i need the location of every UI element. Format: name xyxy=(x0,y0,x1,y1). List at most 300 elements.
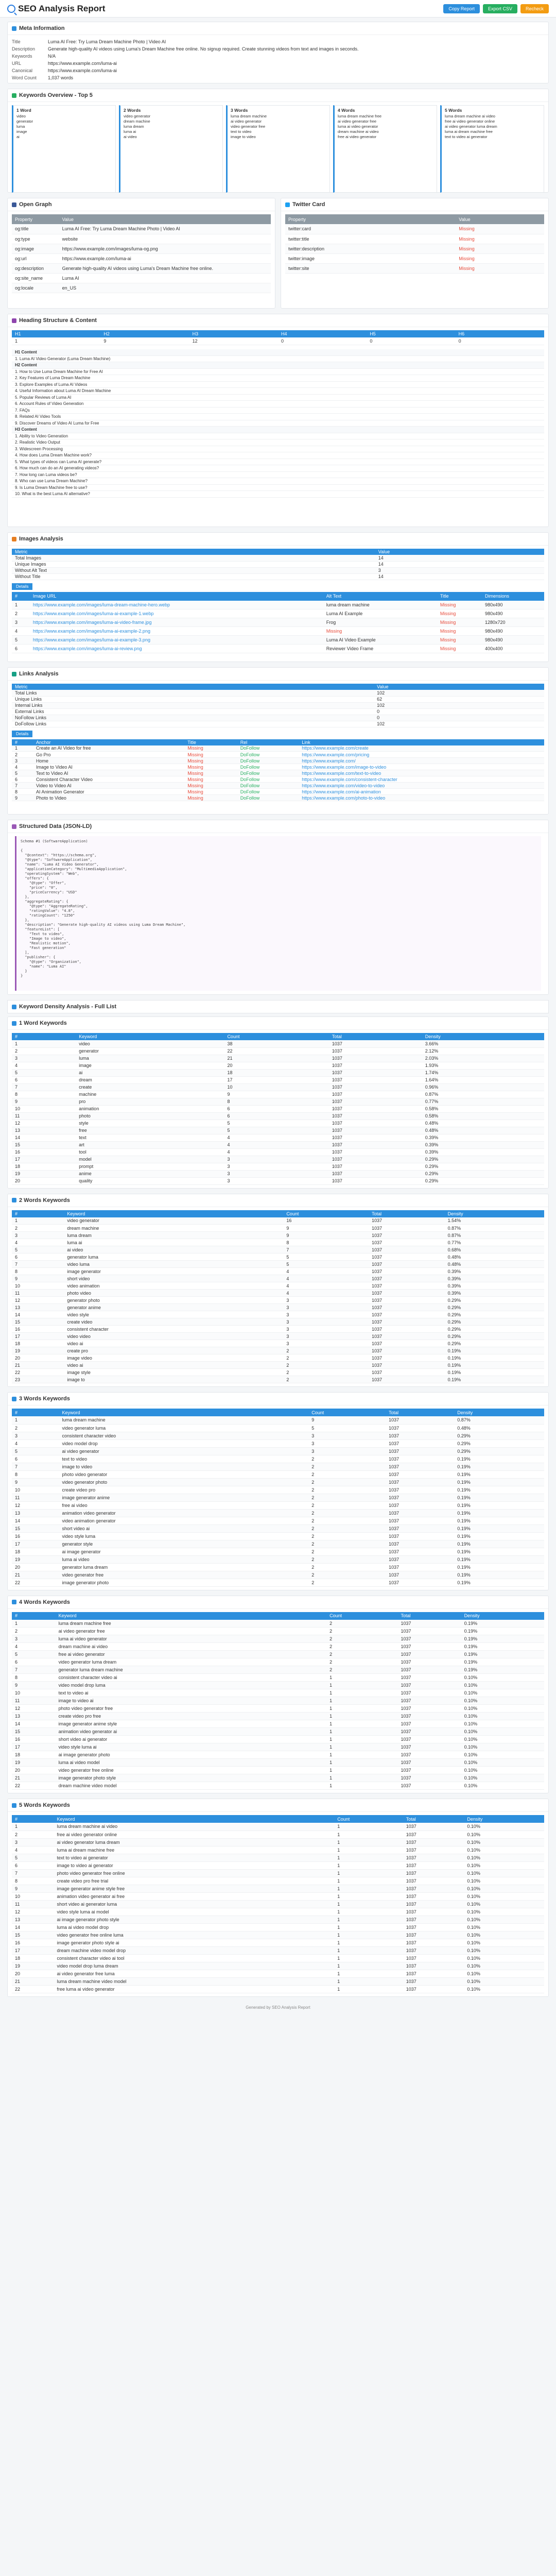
table-row xyxy=(12,1555,544,1563)
table-row xyxy=(12,1439,544,1447)
table-cell: Text to Video AI xyxy=(33,770,184,776)
table-cell: Generate high-quality AI videos using Luma's Dream Machine free online. xyxy=(59,263,271,273)
table-row xyxy=(12,770,544,776)
table-cell: video generator luma xyxy=(59,1424,309,1432)
table-row xyxy=(12,567,544,573)
keyword-group xyxy=(7,1596,549,1794)
table-row xyxy=(12,601,544,609)
json-ld-code: Schema #1 (SoftwareApplication) { "@context": "https://schema.org", "@type": "SoftwareApplication", "name": "Luma AI Video Generator", "applicationCategory": "MultimediaApplication", "operatingSystem": "Web", "offers": { "@type": "Offer", "price": "0", "priceCurrency": "USD" }, "aggregateRating": { "@type": "AggregateRating", "ratingValue": "4.8", "ratingCount": "1250" }, "description": "Generate high-quality AI videos using Luma Dream Machine", "featureList": [ "Text to video", "Image to video", "Realistic motion", "Fast generation" ], "publisher": { "@type": "Organization", "name": "Luma AI" } } xyxy=(15,836,541,991)
table-cell: 1 xyxy=(326,1674,397,1682)
table-cell: 1037 xyxy=(403,1970,464,1977)
table-cell: pro xyxy=(76,1098,224,1105)
table-row xyxy=(12,764,544,770)
link-cell[interactable]: https://www.example.com/images/luma-ai-video-frame.jpg xyxy=(30,618,323,627)
table-cell: 1037 xyxy=(369,1225,444,1232)
table-cell: 0.10% xyxy=(461,1674,544,1682)
table-row xyxy=(12,561,544,567)
table-cell: 7 xyxy=(12,1869,54,1877)
column-header: Count xyxy=(224,1033,328,1040)
table-cell: style xyxy=(76,1120,224,1127)
column-header: Count xyxy=(326,1612,397,1620)
copy-report-button[interactable]: Copy Report xyxy=(443,4,480,13)
table-cell: 3 xyxy=(12,1055,76,1062)
table-cell: External Links xyxy=(12,708,374,715)
table-cell: 1037 xyxy=(386,1532,454,1540)
table-row xyxy=(12,1069,544,1076)
table-cell: 9 xyxy=(12,1478,59,1486)
table-row xyxy=(12,1076,544,1083)
table-row xyxy=(12,1651,544,1658)
table-cell: video model drop luma dream xyxy=(54,1962,335,1970)
table-cell: 0.19% xyxy=(454,1548,544,1555)
link-cell[interactable]: https://www.example.com/pricing xyxy=(299,752,544,758)
table-cell: Reviewer Video Frame xyxy=(323,645,437,653)
table-cell: 1037 xyxy=(386,1463,454,1470)
table-cell: 2 xyxy=(283,1376,369,1383)
table-cell: 0.10% xyxy=(461,1743,544,1751)
table-cell: 1037 xyxy=(369,1347,444,1354)
table-row xyxy=(12,1908,544,1916)
table-cell: 19 xyxy=(12,1962,54,1970)
table-cell: Unique Images xyxy=(12,561,375,567)
table-cell: 0.29% xyxy=(445,1340,544,1347)
table-row xyxy=(285,263,544,273)
table-cell: 12 xyxy=(12,1501,59,1509)
table-cell: photo video generator free online xyxy=(54,1869,335,1877)
table-cell: 1037 xyxy=(398,1635,461,1643)
table-cell: 9 xyxy=(283,1232,369,1239)
table-cell: 1 xyxy=(334,1885,403,1892)
table-cell: 0.10% xyxy=(464,1846,544,1854)
heading-item: 1. Ability to Video Generation xyxy=(12,433,544,440)
table-cell: 2 xyxy=(308,1563,386,1571)
table-cell: og:locale xyxy=(12,283,59,293)
overview-keyword: ai xyxy=(16,134,20,139)
meta-value: https://www.example.com/luma-ai xyxy=(48,61,117,66)
table-cell: Luma AI xyxy=(59,273,271,283)
column-header: Image URL xyxy=(30,592,323,601)
table-cell: 1037 xyxy=(398,1720,461,1728)
table-cell: tool xyxy=(76,1148,224,1156)
table-cell: 0.19% xyxy=(454,1455,544,1463)
heading-group-label: H2 Content xyxy=(12,362,544,369)
link-cell[interactable]: https://www.example.com/create xyxy=(299,745,544,752)
column-header: Alt Text xyxy=(323,592,437,601)
meta-row xyxy=(12,45,544,53)
table-cell: 1037 xyxy=(403,1923,464,1931)
table-cell: luma ai dream machine free xyxy=(54,1846,335,1854)
table-cell: 1037 xyxy=(403,1916,464,1923)
table-row xyxy=(12,645,544,653)
table-cell: ai image generator photo style xyxy=(54,1916,335,1923)
table-cell: 2 xyxy=(308,1540,386,1548)
table-cell: 4 xyxy=(224,1148,328,1156)
table-cell: 3 xyxy=(308,1432,386,1439)
table-cell: https://www.example.com/luma-ai xyxy=(59,253,271,263)
table-row xyxy=(12,752,544,758)
table-row xyxy=(12,721,544,727)
table-cell: 0.10% xyxy=(464,1985,544,1993)
table-cell: 0.29% xyxy=(422,1156,544,1163)
table-cell: 2 xyxy=(326,1635,397,1643)
table-cell: 6 xyxy=(12,1253,64,1261)
table-cell: 0.10% xyxy=(461,1720,544,1728)
table-cell: 0.19% xyxy=(461,1635,544,1643)
table-cell: 5 xyxy=(224,1120,328,1127)
table-cell: 1037 xyxy=(369,1239,444,1246)
link-cell[interactable]: https://www.example.com/photo-to-video xyxy=(299,795,544,801)
table-cell: 1037 xyxy=(403,1838,464,1846)
column-header: Density xyxy=(461,1612,544,1620)
table-row xyxy=(285,234,544,244)
table-row xyxy=(12,1134,544,1141)
link-cell[interactable]: https://www.example.com/consistent-character xyxy=(299,776,544,783)
table-cell: 8 xyxy=(12,1091,76,1098)
table-cell: 17 xyxy=(12,1540,59,1548)
overview-keyword: generator xyxy=(16,119,33,124)
list-icon xyxy=(12,1021,16,1026)
table-cell: Go Pro xyxy=(33,752,184,758)
heading-item: 10. What is the best Luma AI alternative? xyxy=(12,491,544,498)
column-header: # xyxy=(12,1033,76,1040)
link-cell[interactable]: https://www.example.com/images/luma-ai-example-2.png xyxy=(30,627,323,636)
table-cell: 1 xyxy=(334,1892,403,1900)
meta-row xyxy=(12,67,544,74)
table-cell: 0.39% xyxy=(445,1275,544,1282)
details-toggle[interactable]: Details xyxy=(12,731,32,737)
table-cell: 16 xyxy=(12,1939,54,1946)
table-cell: video model drop xyxy=(59,1439,309,1447)
table-row xyxy=(12,1098,544,1105)
table-cell: 0.39% xyxy=(422,1141,544,1148)
table-cell: luma dream machine free xyxy=(56,1620,327,1628)
table-row xyxy=(12,1040,544,1047)
table-cell: create video pro free trial xyxy=(54,1877,335,1885)
heading-item: 9. Discover Dreams of Video AI Luma for Free xyxy=(12,420,544,427)
table-cell: 1 xyxy=(334,1846,403,1854)
overview-keyword: ai video xyxy=(124,134,137,139)
table-cell: 0.48% xyxy=(445,1253,544,1261)
table-cell: 3.66% xyxy=(422,1040,544,1047)
table-row xyxy=(12,1447,544,1455)
link-cell[interactable]: https://www.example.com/ai-animation xyxy=(299,789,544,795)
overview-keyword: dream machine xyxy=(124,119,150,124)
table-cell: 1 xyxy=(334,1939,403,1946)
table-cell: Missing xyxy=(437,609,482,618)
table-cell: 1037 xyxy=(403,1931,464,1939)
overview-keyword: luma dream machine ai video xyxy=(445,114,495,118)
table-row xyxy=(285,224,544,234)
column-header: Density xyxy=(445,1210,544,1217)
table-cell: image video xyxy=(64,1354,283,1362)
table-cell: 0.19% xyxy=(454,1540,544,1548)
table-cell: 1037 xyxy=(329,1127,422,1134)
table-cell: luma ai video model drop xyxy=(54,1923,335,1931)
table-cell: 5 xyxy=(12,636,30,645)
table-cell: DoFollow xyxy=(237,764,299,770)
table-cell: 4 xyxy=(283,1268,369,1275)
table-row xyxy=(12,1170,544,1177)
keyword-group-title: 1 Word Keywords xyxy=(19,1020,67,1026)
table-cell: luma dream machine video model xyxy=(54,1977,335,1985)
table-cell: dream machine video model xyxy=(56,1782,327,1790)
heading-item: 1. How to Use Luma Dream Machine for Free AI xyxy=(12,369,544,376)
table-row xyxy=(12,1977,544,1985)
table-cell: 16 xyxy=(12,1326,64,1333)
search-icon xyxy=(7,5,15,13)
table-cell: Missing xyxy=(184,789,237,795)
table-cell: 1037 xyxy=(386,1517,454,1524)
link-cell[interactable]: https://www.example.com/images/luma-ai-example-1.webp xyxy=(30,609,323,618)
table-cell: ai video generator free xyxy=(56,1628,327,1635)
overview-keyword: text to video ai generator xyxy=(445,134,488,139)
column-header: # xyxy=(12,592,30,601)
table-cell: luma dream machine xyxy=(59,1416,309,1424)
heading-level: H3 xyxy=(192,331,199,336)
table-cell: video generator free online luma xyxy=(54,1931,335,1939)
table-cell: DoFollow xyxy=(237,789,299,795)
table-cell: 2 xyxy=(308,1486,386,1494)
table-cell: 0 xyxy=(374,715,544,721)
link-cell[interactable]: https://www.example.com/ xyxy=(299,758,544,764)
table-cell: video generator free xyxy=(59,1571,309,1579)
table-cell: 1 xyxy=(334,1962,403,1970)
heading-item: 3. Widescreen Processing xyxy=(12,446,544,453)
table-cell: 3 xyxy=(283,1304,369,1311)
heading-item: 7. How long can Luma videos be? xyxy=(12,472,544,479)
table-cell: 10 xyxy=(12,1689,56,1697)
table-cell: 1 xyxy=(326,1759,397,1767)
table-cell: video style luma xyxy=(59,1532,309,1540)
link-cell[interactable]: https://www.example.com/video-to-video xyxy=(299,783,544,789)
table-cell: Photo to Video xyxy=(33,795,184,801)
table-row xyxy=(12,1877,544,1885)
table-cell: 1 xyxy=(326,1736,397,1743)
table-cell: text to video ai generator xyxy=(54,1854,335,1861)
table-row xyxy=(12,1892,544,1900)
table-cell: 13 xyxy=(12,1916,54,1923)
table-cell: anime xyxy=(76,1170,224,1177)
meta-key: Description xyxy=(12,46,36,52)
table-row xyxy=(12,1091,544,1098)
table-cell: 980x490 xyxy=(482,609,544,618)
table-cell: 1037 xyxy=(369,1376,444,1383)
table-cell: 2 xyxy=(308,1548,386,1555)
table-cell: twitter:site xyxy=(285,263,456,273)
table-row xyxy=(12,1743,544,1751)
table-cell: 3 xyxy=(224,1156,328,1163)
export-button[interactable]: Export CSV xyxy=(483,4,517,13)
table-cell: 21 xyxy=(12,1571,59,1579)
table-cell: 10 xyxy=(12,1282,64,1290)
table-row xyxy=(12,1432,544,1439)
recheck-button[interactable]: Recheck xyxy=(520,4,549,13)
table-cell: image generator xyxy=(64,1268,283,1275)
table-cell: 9 xyxy=(12,1098,76,1105)
info-icon xyxy=(12,26,16,31)
table-cell: video animation generator xyxy=(59,1517,309,1524)
table-cell: 38 xyxy=(224,1040,328,1047)
meta-value: N/A xyxy=(48,54,56,59)
table-row xyxy=(12,1177,544,1184)
table-cell: photo video generator xyxy=(59,1470,309,1478)
table-cell: 0.19% xyxy=(445,1362,544,1369)
heading-item: 4. Useful Information about Luma AI Dream Machine xyxy=(12,388,544,395)
overview-keyword: video generator xyxy=(124,114,151,118)
table-row xyxy=(12,1163,544,1170)
table-row xyxy=(12,1713,544,1720)
table-row xyxy=(12,1148,544,1156)
table-cell: free luma ai video generator xyxy=(54,1985,335,1993)
table-cell: 2 xyxy=(326,1658,397,1666)
column-header: Count xyxy=(334,1815,403,1823)
table-cell: 980x490 xyxy=(482,636,544,645)
table-row xyxy=(12,1470,544,1478)
table-row xyxy=(12,1340,544,1347)
table-cell: 12 xyxy=(12,1120,76,1127)
table-cell: 1037 xyxy=(386,1548,454,1555)
table-row xyxy=(12,1548,544,1555)
table-cell: 3 xyxy=(224,1177,328,1184)
table-cell: image style xyxy=(64,1369,283,1376)
table-cell: 22 xyxy=(12,1782,56,1790)
table-cell: Missing xyxy=(323,627,437,636)
link-cell[interactable]: https://www.example.com/image-to-video xyxy=(299,764,544,770)
table-cell: Missing xyxy=(184,795,237,801)
table-row xyxy=(12,1861,544,1869)
list-icon xyxy=(12,1803,16,1808)
table-cell: dream machine video model drop xyxy=(54,1946,335,1954)
table-cell: DoFollow xyxy=(237,776,299,783)
overview-card xyxy=(119,105,223,193)
table-cell: 1037 xyxy=(369,1326,444,1333)
table-cell: Missing xyxy=(437,601,482,609)
table-cell: 1.54% xyxy=(445,1217,544,1225)
table-cell: 17 xyxy=(12,1156,76,1163)
table-cell: 1037 xyxy=(398,1728,461,1736)
column-header: # xyxy=(12,1815,54,1823)
table-cell: video animation xyxy=(64,1282,283,1290)
table-cell: image to video xyxy=(59,1463,309,1470)
table-cell: video generator photo xyxy=(59,1478,309,1486)
table-cell: 1037 xyxy=(403,1854,464,1861)
table-cell: 1037 xyxy=(386,1439,454,1447)
table-cell: 1037 xyxy=(403,1831,464,1838)
table-cell: 3 xyxy=(308,1447,386,1455)
link-cell[interactable]: https://www.example.com/text-to-video xyxy=(299,770,544,776)
table-cell: 1037 xyxy=(329,1076,422,1083)
table-cell: 0.87% xyxy=(445,1232,544,1239)
table-cell: 1037 xyxy=(386,1571,454,1579)
table-cell: Missing xyxy=(184,745,237,752)
table-row xyxy=(12,1369,544,1376)
heading-level: H4 xyxy=(281,331,287,336)
table-cell: quality xyxy=(76,1177,224,1184)
column-header: Keyword xyxy=(64,1210,283,1217)
table-cell: 0.10% xyxy=(464,1962,544,1970)
table-cell: 3 xyxy=(12,618,30,627)
table-row xyxy=(12,1062,544,1069)
table-cell: 1037 xyxy=(329,1148,422,1156)
table-cell: 15 xyxy=(12,1141,76,1148)
table-row xyxy=(12,1141,544,1148)
table-row xyxy=(12,1463,544,1470)
table-cell: 3 xyxy=(283,1318,369,1326)
table-cell: Missing xyxy=(437,618,482,627)
link-cell[interactable]: https://www.example.com/images/luma-dream-machine-hero.webp xyxy=(30,601,323,609)
table-cell: 2 xyxy=(283,1354,369,1362)
table-row xyxy=(12,1362,544,1369)
table-cell: 3 xyxy=(12,1432,59,1439)
table-cell: short video ai xyxy=(59,1524,309,1532)
table-cell: machine xyxy=(76,1091,224,1098)
table-row xyxy=(12,1970,544,1977)
table-cell: 1 xyxy=(326,1751,397,1759)
table-row xyxy=(12,1916,544,1923)
column-header: Dimensions xyxy=(482,592,544,601)
table-cell: 0.19% xyxy=(454,1494,544,1501)
heading-item: 8. Who can use Luma Dream Machine? xyxy=(12,478,544,485)
table-cell: Image to Video AI xyxy=(33,764,184,770)
table-cell: 1037 xyxy=(329,1062,422,1069)
table-cell: consistent character xyxy=(64,1326,283,1333)
table-cell: website xyxy=(59,234,271,244)
table-cell: create video xyxy=(64,1318,283,1326)
table-cell: ai image generator photo xyxy=(56,1751,327,1759)
table-cell: 2 xyxy=(308,1501,386,1509)
table-cell: 0.19% xyxy=(454,1463,544,1470)
table-cell: 0.10% xyxy=(461,1697,544,1705)
table-cell: generator luma dream xyxy=(59,1563,309,1571)
table-row xyxy=(12,1666,544,1674)
table-cell: 2 xyxy=(308,1463,386,1470)
table-cell: 1 xyxy=(334,1877,403,1885)
table-cell: 5 xyxy=(224,1127,328,1134)
table-cell: 0.58% xyxy=(422,1112,544,1120)
link-cell[interactable]: https://www.example.com/images/luma-ai-review.png xyxy=(30,645,323,653)
overview-keyword: free ai video generator xyxy=(338,134,377,139)
column-header: Count xyxy=(308,1409,386,1416)
table-cell: 2 xyxy=(12,1628,56,1635)
table-cell: 19 xyxy=(12,1759,56,1767)
list-icon xyxy=(12,1600,16,1604)
table-cell: 11 xyxy=(12,1494,59,1501)
link-cell[interactable]: https://www.example.com/images/luma-ai-example-3.png xyxy=(30,636,323,645)
table-cell: 5 xyxy=(283,1253,369,1261)
table-cell: 0.10% xyxy=(464,1823,544,1831)
table-cell: 9 xyxy=(308,1416,386,1424)
table-cell: Missing xyxy=(184,752,237,758)
table-cell: 1037 xyxy=(369,1268,444,1275)
column-header: Count xyxy=(283,1210,369,1217)
table-row xyxy=(12,1736,544,1743)
column-header: Total xyxy=(386,1409,454,1416)
column-header: # xyxy=(12,1409,59,1416)
table-cell: og:image xyxy=(12,244,59,253)
meta-row xyxy=(12,53,544,60)
table-row xyxy=(12,1524,544,1532)
table-cell: 8 xyxy=(12,1877,54,1885)
keyword-group-title: 4 Words Keywords xyxy=(19,1599,70,1605)
heading-level: H5 xyxy=(370,331,376,336)
table-cell: 1 xyxy=(334,1916,403,1923)
table-cell: 0.48% xyxy=(422,1120,544,1127)
table-cell: 1 xyxy=(12,1217,64,1225)
table-cell: 3 xyxy=(12,1635,56,1643)
table-cell: 10 xyxy=(12,1105,76,1112)
table-row xyxy=(12,1268,544,1275)
details-toggle[interactable]: Details xyxy=(12,583,32,590)
